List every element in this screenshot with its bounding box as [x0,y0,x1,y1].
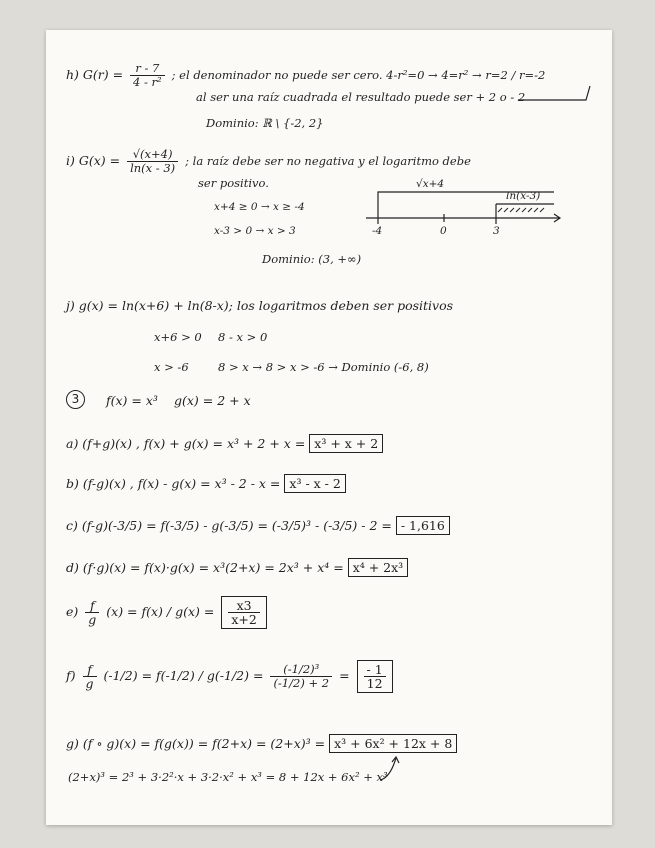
g-answer-box: x³ + 6x² + 12x + 8 [329,734,457,753]
b-lhs: b) (f-g)(x) , f(x) - g(x) = x³ - 2 - x = [66,476,281,491]
h-line2: al ser una raíz cuadrada el resultado puede ser + 2 o - 2 [196,90,526,104]
e-answer-num: x3 [228,599,259,613]
e-line [66,596,270,629]
i-tick-0: 0 [440,225,447,237]
c-line [66,518,450,533]
b-answer-box: x³ - x - 2 [284,474,345,493]
h-numerator: r - 7 [130,62,165,76]
p3-f-def: f(x) = x³ [106,393,158,408]
i-domain: Dominio: (3, +∞) [262,252,362,266]
h-bracket-mark [516,84,596,104]
f-line: f) $\frac{f}{g}$ (-1/2) = f(-1/2) / g(-1/2) = $\frac{\text{(-1/2)³}}{(-1/2) + 2}$ = $\frac{- 1}{12}$ [66,660,396,693]
i-fraction [127,148,178,175]
f-g: g [85,676,94,691]
e-g: g [88,612,97,627]
f-answer-den: 12 [366,676,383,691]
e-answer-box [221,596,266,629]
f-eval-fraction [270,663,332,690]
g-line [66,736,457,751]
h-denominator: 4 - r² [133,75,162,89]
e-answer-den: x+2 [231,612,257,627]
d-line [66,560,408,575]
i-sqrt-label: √x+4 [416,178,445,190]
f-answer-box [357,660,393,693]
notebook-page [46,30,612,825]
a-lhs: a) (f+g)(x) , f(x) + g(x) = x³ + 2 + x = [66,436,306,451]
i-numerator: √(x+4) [127,148,178,162]
i-tick-3: 3 [493,225,500,237]
i-condition1: x+4 ≥ 0 → x ≥ -4 [214,201,305,213]
i-line1 [66,148,471,175]
h-line1 [66,62,545,89]
f-fg-fraction [83,663,97,690]
j-cond-a1: x+6 > 0 [154,330,202,344]
j-line1: j) g(x) = ln(x+6) + ln(8-x); los logaritmos deben ser positivos [66,298,454,313]
d-lhs: d) (f·g)(x) = f(x)·g(x) = x³(2+x) = 2x³ + x⁴ = [66,560,344,575]
f-label: f) [66,668,76,683]
i-ln-label: ln(x-3) [506,190,541,202]
i-condition2: x-3 > 0 → x > 3 [214,225,296,237]
h-text: ; el denominador no puede ser cero. 4-r²=0 → 4=r² → r=2 / r=-2 [171,68,546,82]
i-text1: ; la raíz debe ser no negativa y el logaritmo debe [185,154,471,168]
f-arg: (-1/2) = [103,668,153,683]
f-mid: f(-1/2) / g(-1/2) = [156,668,264,683]
h-fraction [130,62,165,89]
f-eval-num: (-1/2)³ [270,663,332,677]
i-label: i) G(x) = [66,153,121,168]
j-cond-b2: 8 > x → 8 > x > -6 → Dominio (-6, 8) [218,360,429,374]
e-label: e) [66,604,79,619]
j-cond-a2: 8 - x > 0 [218,330,268,344]
p3-g-def: g(x) = 2 + x [174,393,251,408]
i-tick-minus4: -4 [372,225,383,237]
expansion-arrow [376,754,406,784]
c-answer-box: - 1,616 [396,516,450,535]
h-label: h) G(r) = [66,67,124,82]
expansion-line: (2+x)³ = 2³ + 3·2²·x + 3·2·x² + x³ = 8 + 12x + 6x² + x³ [68,770,388,784]
f-f: f [83,663,97,677]
c-lhs: c) (f-g)(-3/5) = f(-3/5) - g(-3/5) = (-3/5)³ - (-3/5) - 2 = [66,518,392,533]
e-fg-fraction [85,599,99,626]
e-mid: (x) = f(x) / g(x) = [106,604,215,619]
a-line [66,436,383,451]
j-cond-b1: x > -6 [154,360,189,374]
f-eval-den: (-1/2) + 2 [273,676,330,690]
i-denominator: ln(x - 3) [130,161,176,175]
f-answer-num: - 1 [364,663,386,677]
b-line [66,476,346,491]
problem-3-number: 3 [66,390,85,409]
d-answer-box: x⁴ + 2x³ [348,558,409,577]
e-f: f [85,599,99,613]
a-answer-box: x³ + x + 2 [309,434,383,453]
h-domain: Dominio: ℝ \ {-2, 2} [206,116,324,130]
i-text2: ser positivo. [198,176,269,190]
g-lhs: g) (f ∘ g)(x) = f(g(x)) = f(2+x) = (2+x)³ = [66,736,326,751]
